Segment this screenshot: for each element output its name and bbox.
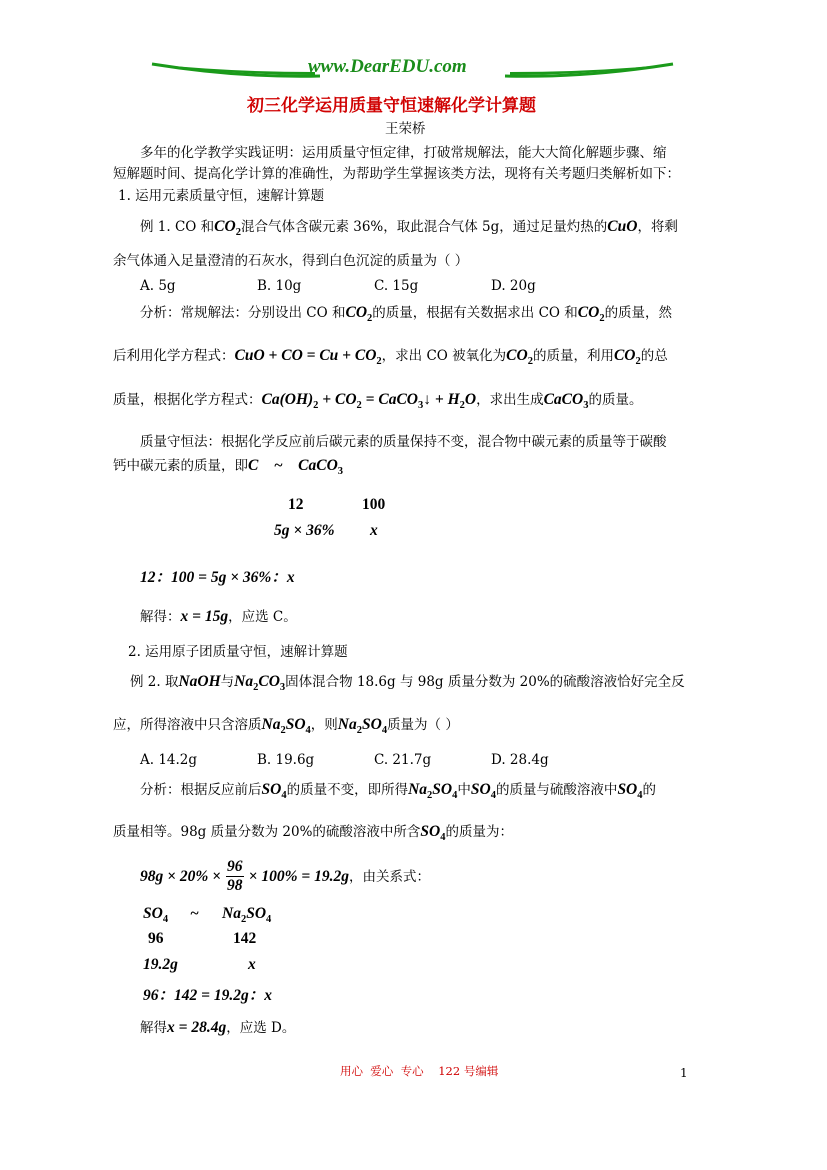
ratio-top-left: 12 bbox=[288, 496, 304, 513]
relation-row-1-left: $SO_4$ bbox=[143, 905, 169, 925]
intro-line-2: 短解题时间、提高化学计算的准确性，为帮助学生掌握该类方法，现将有关考题归类解析如下： bbox=[113, 166, 680, 182]
example-2-option-a: A. 14.2g bbox=[140, 752, 198, 768]
relation-row-1-right: $Na_2SO_4$ bbox=[222, 905, 272, 925]
page-title: 初三化学运用质量守恒速解化学计算题 bbox=[247, 96, 536, 116]
proportion-2: 96：142 = 19.2g：x bbox=[143, 987, 272, 1004]
header-site-logo: www.DearEDU.com bbox=[308, 56, 467, 77]
example-1-option-c: C. 15g bbox=[374, 278, 419, 294]
relation-row-3-left: 19.2g bbox=[143, 956, 178, 973]
ratio-top-right: 100 bbox=[362, 496, 386, 513]
proportion-1: 12：100 = 5g × 36%：x bbox=[140, 569, 295, 586]
analysis-1-line-1: 分析：常规解法：分别设出 CO 和$CO_2$的质量，根据有关数据求出 CO 和$CO_2$的质量，然 bbox=[140, 304, 673, 324]
example-1-line-1: 例 1. CO 和$CO_2$混合气体含碳元素 36%，取此混合气体 5g，通过足量灼热的CuO，将剩 bbox=[140, 218, 678, 238]
section-2-heading: 2. 运用原子团质量守恒，速解计算题 bbox=[128, 644, 348, 660]
sulfate-mass-calculation: 98g × 20% × $\frac{96}{98}$ × 100% = 19.2g，由关系式： bbox=[140, 858, 430, 894]
example-2-line-2: 应，所得溶液中只含溶质$Na_2SO_4$，则$Na_2SO_4$质量为（ ） bbox=[113, 716, 459, 736]
solution-2: 解得x = 28.4g，应选 D。 bbox=[140, 1019, 296, 1036]
conservation-line-1: 质量守恒法：根据化学反应前后碳元素的质量保持不变，混合物中碳元素的质量等于碳酸 bbox=[140, 434, 667, 450]
example-1-option-a: A. 5g bbox=[140, 278, 176, 294]
analysis-2-line-2: 质量相等。98g 质量分数为 20%的硫酸溶液中所含$SO_4$的质量为： bbox=[113, 823, 513, 843]
analysis-1-line-2: 后利用化学方程式：CuO + CO = $Cu + CO_2$，求出 CO 被氧化为$CO_2$的质量，利用$CO_2$的总 bbox=[113, 347, 668, 367]
relation-row-1-tilde: ~ bbox=[190, 905, 199, 922]
section-1-heading: 1. 运用元素质量守恒，速解计算题 bbox=[118, 188, 325, 204]
example-2-option-d: D. 28.4g bbox=[491, 752, 549, 768]
ratio-bottom-right: x bbox=[370, 522, 378, 539]
author: 王荣桥 bbox=[385, 121, 426, 137]
example-2-option-b: B. 19.6g bbox=[257, 752, 315, 768]
analysis-1-line-3: 质量，根据化学方程式：$Ca(OH)_2 + CO_2$ = CaCO$_3$↓ + $H_2O$，求出生成CaCO$_3$的质量。 bbox=[113, 391, 643, 411]
page-number: 1 bbox=[680, 1066, 688, 1080]
example-2-line-1: 例 2. 取NaOH与$Na_2CO_3$固体混合物 18.6g 与 98g 质量分数为 20%的硫酸溶液恰好完全反 bbox=[130, 673, 685, 693]
relation-row-3-right: x bbox=[248, 956, 256, 973]
intro-line-1: 多年的化学教学实践证明：运用质量守恒定律，打破常规解法，能大大简化解题步骤、缩 bbox=[140, 145, 667, 161]
relation-row-2-left: 96 bbox=[148, 930, 164, 947]
example-1-option-d: D. 20g bbox=[491, 278, 536, 294]
fraction-96-over-98: $\frac{96}{98}$ bbox=[227, 858, 243, 894]
analysis-2-line-1: 分析：根据反应前后$SO_4$的质量不变，即所得$Na_2SO_4$中$SO_4$的质量与硫酸溶液中$SO_4$的 bbox=[140, 781, 657, 801]
conservation-line-2: 钙中碳元素的质量，即C ~ CaCO$_3$ bbox=[113, 457, 344, 477]
example-1-line-2: 余气体通入足量澄清的石灰水，得到白色沉淀的质量为（ ） bbox=[113, 253, 469, 269]
solution-1: 解得：x = 15g，应选 C。 bbox=[140, 608, 297, 625]
example-1-option-b: B. 10g bbox=[257, 278, 302, 294]
ratio-bottom-left: 5g × 36% bbox=[274, 522, 335, 539]
footer-editor-note: 用心 爱心 专心 122 号编辑 bbox=[340, 1064, 499, 1078]
example-2-option-c: C. 21.7g bbox=[374, 752, 432, 768]
relation-row-2-right: 142 bbox=[233, 930, 257, 947]
